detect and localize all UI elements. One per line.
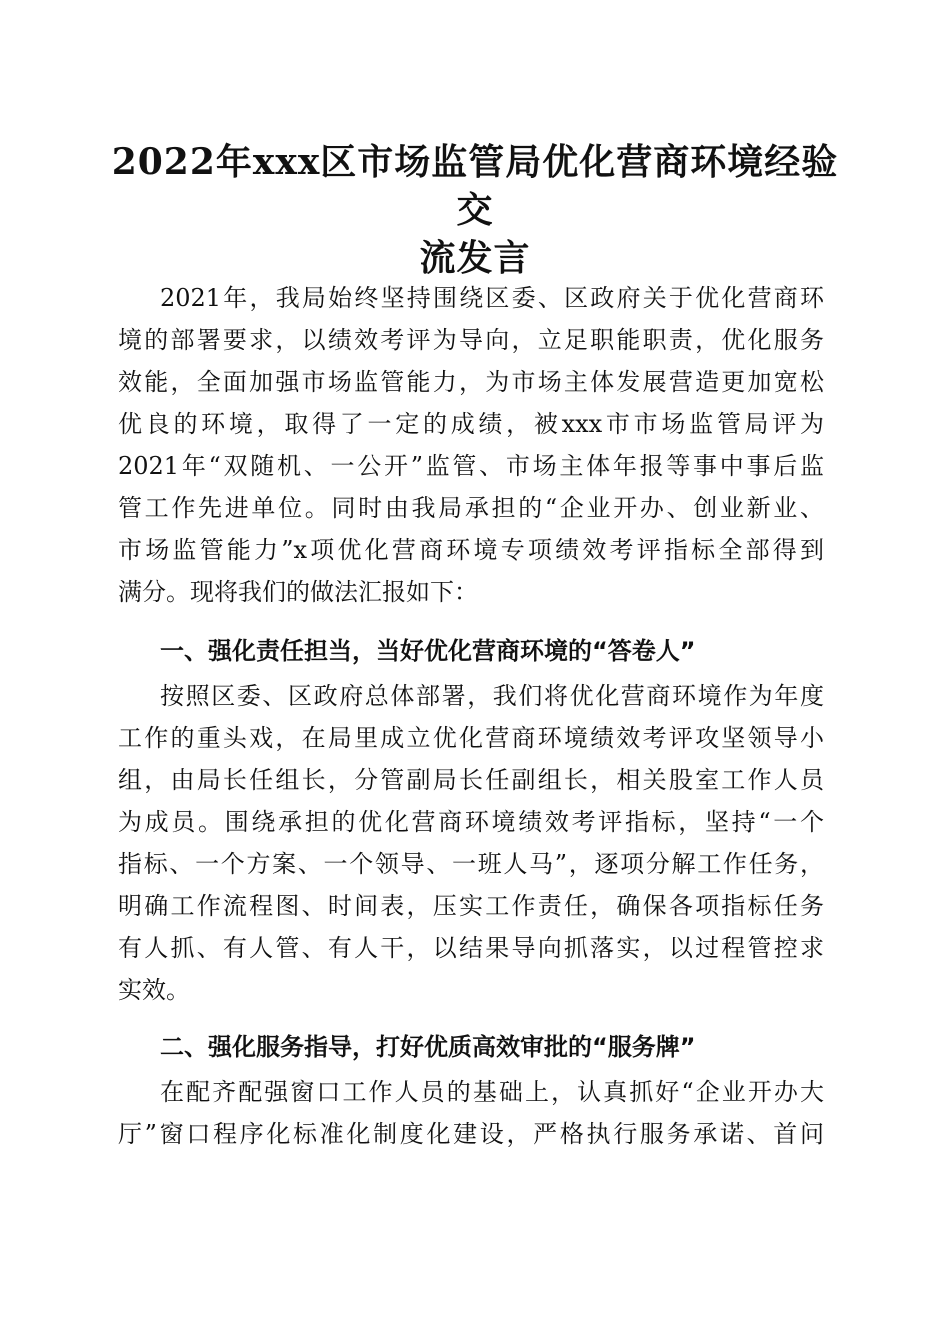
body-line: 境的部署要求，以绩效考评为导向，立足职能职责，优化服务 (118, 326, 824, 354)
body-line: 满分。现将我们的做法汇报如下： (118, 578, 478, 606)
body-line: 明确工作流程图、时间表，压实工作责任，确保各项指标任务 (118, 892, 824, 920)
title-line-1: 2022年xxx区市场监管局优化营商环境经验交 (111, 141, 839, 231)
body-line: 工作的重头戏，在局里成立优化营商环境绩效考评攻坚领导小 (118, 724, 824, 752)
section-heading-2: 二、强化服务指导，打好优质高效审批的“服务牌” (160, 1033, 696, 1061)
body-line: 优良的环境，取得了一定的成绩，被xxx市市场监管局评为 (118, 410, 824, 438)
body-line: 厅”窗口程序化标准化制度化建设，严格执行服务承诺、首问 (118, 1120, 824, 1148)
body-line: 管工作先进单位。同时由我局承担的“企业开办、创业新业、 (118, 494, 824, 522)
title-line-2: 流发言 (419, 237, 531, 279)
body-line: 按照区委、区政府总体部署，我们将优化营商环境作为年度 (160, 682, 824, 710)
body-line: 2021年，我局始终坚持围绕区委、区政府关于优化营商环 (160, 284, 824, 312)
body-line: 组，由局长任组长，分管副局长任副组长，相关股室工作人员 (118, 766, 824, 794)
document-title (110, 138, 840, 282)
body-line: 在配齐配强窗口工作人员的基础上，认真抓好“企业开办大 (160, 1078, 824, 1106)
body-line: 指标、一个方案、一个领导、一班人马”，逐项分解工作任务， (118, 850, 824, 878)
body-line: 为成员。围绕承担的优化营商环境绩效考评指标，坚持“一个 (118, 808, 824, 836)
body-line: 有人抓、有人管、有人干，以结果导向抓落实，以过程管控求 (118, 934, 824, 962)
section-heading-1: 一、强化责任担当，当好优化营商环境的“答卷人” (160, 637, 696, 665)
body-line: 效能，全面加强市场监管能力，为市场主体发展营造更加宽松 (118, 368, 824, 396)
body-line: 2021年“双随机、一公开”监管、市场主体年报等事中事后监 (118, 452, 824, 480)
body-line: 实效。 (118, 976, 190, 1004)
body-line: 市场监管能力”x项优化营商环境专项绩效考评指标全部得到 (118, 536, 824, 564)
